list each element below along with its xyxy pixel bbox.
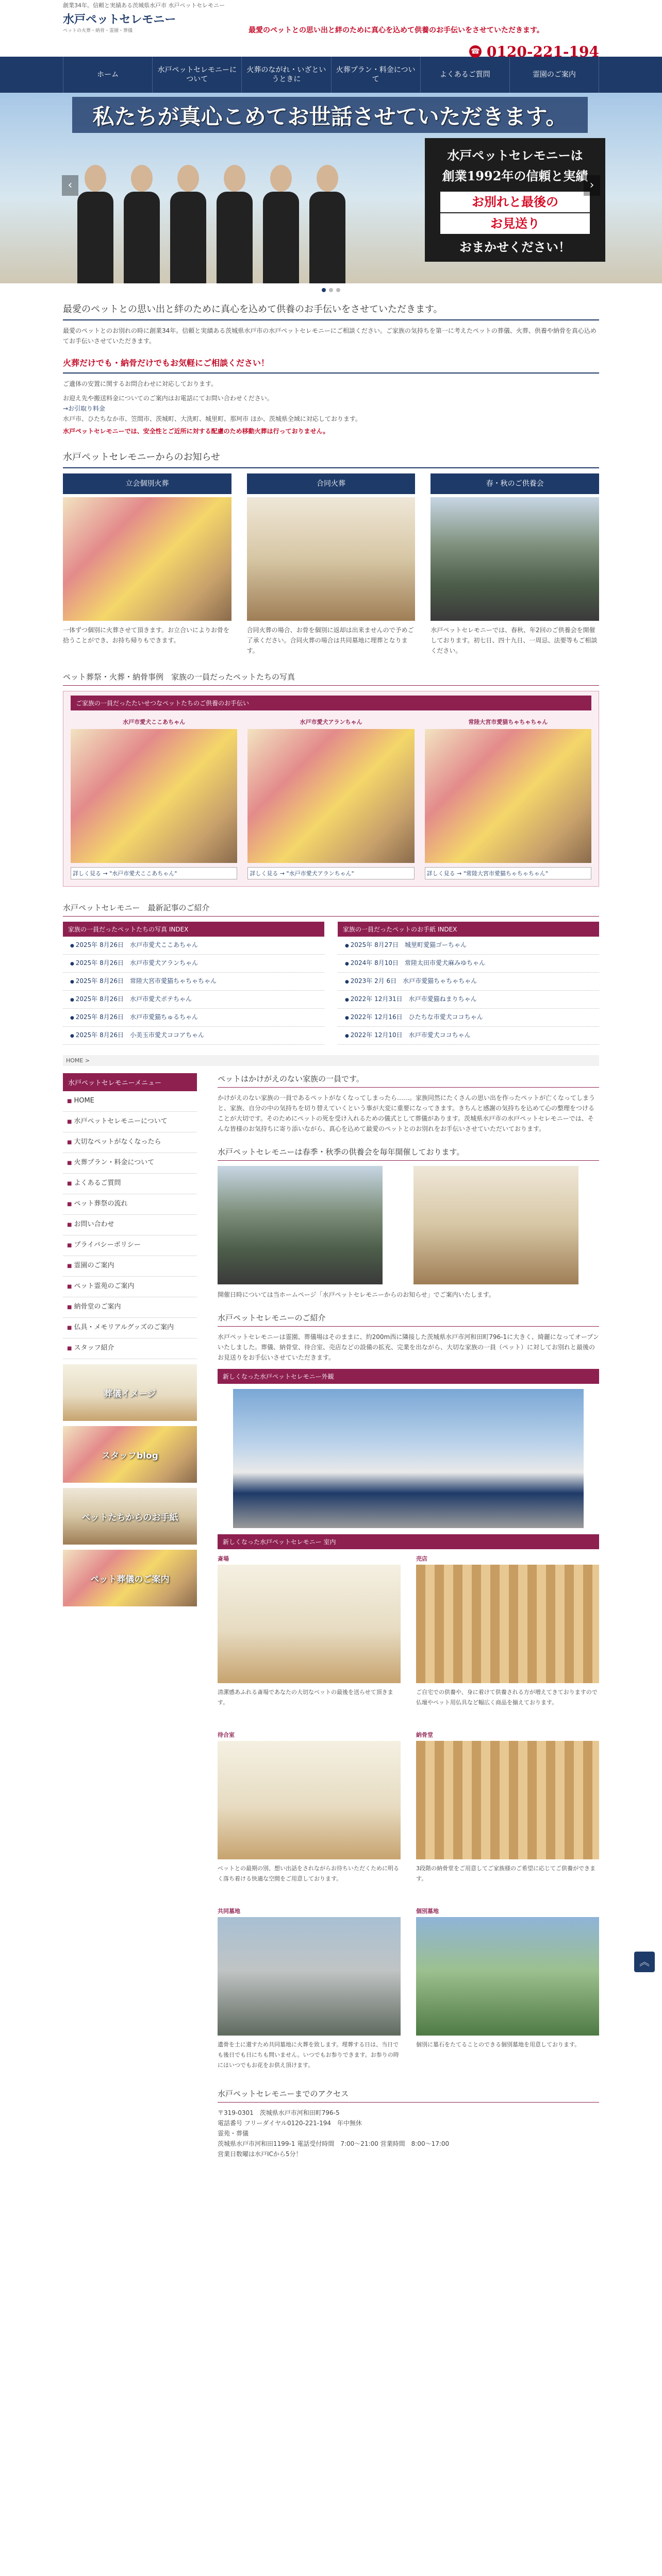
memorial-altar-photo — [413, 1166, 578, 1284]
memorial-heading: 水戸ペットセレモニーは春季・秋季の供養会を毎年開催しております。 — [218, 1146, 599, 1161]
room-photo — [218, 1917, 401, 2036]
sidebar-item[interactable]: ■ ペット霊苑のご案内 — [63, 1277, 197, 1297]
photo-index-heading: 家族の一員だったペットたちの写真 INDEX — [63, 922, 324, 937]
article-link[interactable]: ● 2023年 2月 6日 水戸市愛猫ちゃちゃちゃん — [338, 973, 599, 991]
sidebar-item[interactable]: ■ HOME — [63, 1091, 197, 1112]
article-link[interactable]: ● 2025年 8月26日 小美玉市愛犬ココアちゃん — [63, 1027, 324, 1045]
room-card: 納骨堂 3段階の納骨堂をご用意してご家族様のご希望に応じてご供養ができます。 — [416, 1731, 599, 1900]
sidebar-item[interactable]: ■ 霊園のご案内 — [63, 1256, 197, 1277]
sidebar-item[interactable]: ■ お問い合わせ — [63, 1215, 197, 1235]
article-link[interactable]: ● 2022年 12月31日 水戸市愛猫ねまりちゃん — [338, 991, 599, 1009]
news-card-photo — [247, 497, 416, 621]
site-logo[interactable]: 水戸ペットセレモニー ペットの火葬・納骨・霊園・葬儀 — [63, 13, 176, 33]
funeral-card-photo — [71, 729, 237, 863]
access-heading: 水戸ペットセレモニーまでのアクセス — [218, 2088, 599, 2103]
sidebar-item[interactable]: ■ スタッフ紹介 — [63, 1338, 197, 1359]
article-link[interactable]: ● 2025年 8月26日 水戸市愛犬ポテちゃん — [63, 991, 324, 1009]
sidebar: 水戸ペットセレモニーメニュー ■ HOME ■ 水戸ペットセレモニーについて ■ 大切なペットがなくなったら ■ 火葬プラン・料金について ■ よくあるご質問 ■ ペット葬祭の流れ ■ お問い合わせ ■ プライバシーポリシー ■ 霊園のご案内 ■ ペット霊苑のご案内 ■ 納骨堂のご案内 ■ 仏具・メモリアルグッズのご案内 ■ スタッフ紹介 葬儀イメージ スタッフblog ペットたちからのお手紙 ペット葬儀のご案内 — [63, 1073, 197, 1606]
page-top-button[interactable]: ︽ — [634, 1952, 655, 1972]
letter-index-heading: 家族の一員だったペットのお手紙 INDEX — [338, 922, 599, 937]
sidebar-item[interactable]: ■ プライバシーポリシー — [63, 1235, 197, 1256]
funeral-card[interactable]: 常陸大宮市愛猫ちゃちゃちゃん 詳しく見る → "常陸大宮市愛猫ちゃちゃちゃん" — [425, 718, 591, 879]
room-card: 個別墓地 個別に墓石をたてることのできる個別墓地を用意しております。 — [416, 1907, 599, 2076]
article-link[interactable]: ● 2025年 8月27日 城里町愛猫ゴーちゃん — [338, 937, 599, 955]
header-message: 最愛のペットとの思い出と絆のために真心を込めて供養のお手伝いをさせていただきます。 — [249, 26, 544, 35]
sidebar-item[interactable]: ■ 大切なペットがなくなったら — [63, 1132, 197, 1153]
article-link[interactable]: ● 2025年 8月26日 常陸大宮市愛猫ちゃちゃちゃん — [63, 973, 324, 991]
slider-prev-button[interactable]: ‹ — [62, 175, 78, 196]
sidebar-banner[interactable]: ペット葬儀のご案内 — [63, 1550, 197, 1606]
lead-heading: ペットはかけがえのない家族の一員です。 — [218, 1073, 599, 1088]
room-card: 斎場 清潔感あふれる斎場であなたの大切なペットの最後を送らせて頂きます。 — [218, 1554, 401, 1723]
nav-item-3[interactable]: 火葬プラン・料金について — [332, 57, 421, 93]
nav-item-1[interactable]: 水戸ペットセレモニーについて — [153, 57, 242, 93]
room-photo — [416, 1565, 599, 1683]
sidebar-item[interactable]: ■ 水戸ペットセレモニーについて — [63, 1112, 197, 1132]
consult-note: 水戸ペットセレモニーでは、安全性とご近所に対する配慮のため移動火葬は行っておりません。 — [63, 428, 329, 435]
news-card-photo — [431, 497, 599, 621]
nav-item-4[interactable]: よくあるご質問 — [421, 57, 510, 93]
site-header — [63, 11, 599, 60]
header-phone[interactable]: 0120-221-194 — [486, 43, 599, 60]
news-heading: 水戸ペットセレモニーからのお知らせ — [63, 450, 599, 468]
hero-slider — [0, 93, 662, 283]
slider-dots[interactable] — [0, 283, 662, 295]
sidebar-item[interactable]: ■ よくあるご質問 — [63, 1174, 197, 1194]
article-link[interactable]: ● 2025年 8月26日 水戸市愛猫ちゅるちゃん — [63, 1009, 324, 1027]
article-link[interactable]: ● 2022年 12月10日 水戸市愛犬ココちゃん — [338, 1027, 599, 1045]
sidebar-banner[interactable]: スタッフblog — [63, 1426, 197, 1483]
funeral-heading: ペット葬祭・火葬・納骨事例 家族の一員だったペットたちの写真 — [63, 671, 599, 686]
consult-heading: 火葬だけでも・納骨だけでもお気軽にご相談ください！ — [63, 357, 599, 374]
nav-item-2[interactable]: 火葬のながれ・いざというときに — [242, 57, 331, 93]
room-card: 共同墓地 遺骨を土に還すため共同墓地に火葬を致します。埋葬する日は、当日でも後日でも日にちも問いません。いつでもお参りできます。お参りの時にはいつでもお花をお供え頂けます。 — [218, 1907, 401, 2076]
slider-next-button[interactable]: › — [584, 175, 600, 196]
news-card[interactable]: 立会個別火葬 一体ずつ個別に火葬させて頂きます。お立合いによりお骨を拾うことができ、お持ち帰りもできます。 — [63, 473, 231, 656]
about-heading: 水戸ペットセレモニーのご紹介 — [218, 1312, 599, 1327]
exterior-photo — [233, 1389, 584, 1528]
exterior-bar: 新しくなった水戸ペットセレモニー外観 — [218, 1369, 599, 1384]
main-nav — [0, 57, 662, 93]
news-card-title: 春・秋のご供養会 — [431, 473, 599, 494]
intro-text: 最愛のペットとのお別れの時に創業34年。信頼と実績ある茨城県水戸市の水戸ペットセレモニーにご相談ください。ご家族の気持ちを第一に考えたペットの葬儀、火葬、供養や納骨を真心込めてお手伝いさせていただきます。 — [63, 327, 597, 345]
room-photo — [218, 1741, 401, 1859]
hero-panel: 水戸ペットセレモニーは 創業1992年の信頼と実績 お別れと最後の お見送り おまかせください！ — [425, 138, 605, 262]
room-photo — [218, 1565, 401, 1683]
sidebar-item[interactable]: ■ 火葬プラン・料金について — [63, 1153, 197, 1174]
news-card-photo — [63, 497, 231, 621]
breadcrumb[interactable]: HOME > — [63, 1055, 599, 1066]
sidebar-item[interactable]: ■ 納骨堂のご案内 — [63, 1297, 197, 1318]
funeral-card-photo — [247, 729, 414, 863]
intro-heading: 最愛のペットとの思い出と絆のために真心を込めて供養のお手伝いをさせていただきます。 — [63, 302, 599, 320]
article-link[interactable]: ● 2025年 8月26日 水戸市愛犬アランちゃん — [63, 955, 324, 973]
funeral-box: ご家族の一員だったたいせつなペットたちのご供養のお手伝い 水戸市愛犬ここあちゃん 詳しく見る → "水戸市愛犬ここあちゃん" 水戸市愛犬アランちゃん 詳しく見る → "水戸市愛犬アランちゃん" 常陸大宮市愛猫ちゃちゃちゃん 詳しく見る → "常陸大宮市愛猫ちゃちゃちゃん" — [63, 691, 599, 887]
article-link[interactable]: ● 2024年 8月10日 常陸太田市愛犬麻みゆちゃん — [338, 955, 599, 973]
main-content: ペットはかけがえのない家族の一員です。 かけがえのない家族の一員であるペットがなくなってしまったら……。家族同然にたくさんの思い出を作ったペットが亡くなってしまうと、家族、自分の中の気持ちを切り替えていくという事が大変に重要になってきます。きちんと感謝の気持ちを込めて心の整理をつけることが大切です。そのためにペットの死を受け入れるための儀式として葬儀があります。茨城県水戸市の水戸ペットセレモニーでは、そんな皆様のお気持ちに寄り添いながら、真心を込めて最愛のペットとのお別れをお手伝いさせていただいております。 水戸ペットセレモニーは春季・秋季の供養会を毎年開催しております。 開催日時については当ホームページ「水戸ペットセレモニーからのお知らせ」でご案内いたします。 水戸ペットセレモニーのご紹介 水戸ペットセレモニーは霊園、葬儀場はそのままに、約200m西に隣接した茨城県水戸市河和田町796-1に大きく、綺麗になってオープンいたしました。葬儀、納骨堂、待合室、売店などの設備の拡充、完業を出ながら、大切な家族の一員（ペット）に対してお別れと最後のお見送りをお手伝いさせていただきます。 新しくなった水戸ペットセレモニー外観 新しくなった水戸ペットセレモニー 室内 斎場 清潔感あふれる斎場であなたの大切なペットの最後を送らせて頂きます。 売店 ご自宅での供養や、身に着けて供養される方が増えてきておりますので仏壇やペット用仏具など幅広く商品を揃えております。 待合室 ペットとの最期の別、想い出話をされながらお待ちいただくために明るく落ち着ける快適な空間をご用意しております。 納骨堂 3段階の納骨堂をご用意してご家族様のご希望に応じてご供養ができます。 共同墓地 遺骨を土に還すため共同墓地に火葬を致します。埋葬する日は、当日でも後日でも日にちも問いません。いつでもお参りできます。お参りの時にはいつでもお花をお供え頂けます。 個別墓地 個別に墓石をたてることのできる個別墓地を用意しております。 水戸ペットセレモニーまでのアクセス 〒319-0301 茨城県水戸市河和田町796-5 電話番号 フリーダイヤル0120-221-194 年中無休 霊苑・葬儀 茨城県水戸市河和田1199-1 電話受付時間 7:00～21:00 営業時間 8:00～17:00 営業日数曜は水戸ICから5分！ — [218, 1074, 599, 2158]
top-tagline: 創業34年。信頼と実績ある茨城県水戸市 水戸ペットセレモニー — [63, 2, 225, 9]
interior-bar: 新しくなった水戸ペットセレモニー 室内 — [218, 1534, 599, 1549]
room-photo — [416, 1917, 599, 2036]
room-card: 売店 ご自宅での供養や、身に着けて供養される方が増えてきておりますので仏壇やペット用仏具など幅広く商品を揃えております。 — [416, 1554, 599, 1723]
article-link[interactable]: ● 2025年 8月26日 水戸市愛犬ここあちゃん — [63, 937, 324, 955]
nav-item-0[interactable]: ホーム — [63, 57, 153, 93]
sidebar-item[interactable]: ■ ペット葬祭の流れ — [63, 1194, 197, 1215]
sidebar-banner[interactable]: 葬儀イメージ — [63, 1364, 197, 1421]
article-link[interactable]: ● 2022年 12月16日 ひたちな市愛犬ココちゃん — [338, 1009, 599, 1027]
funeral-card-link[interactable]: 詳しく見る → "常陸大宮市愛猫ちゃちゃちゃん" — [425, 867, 591, 879]
phone-icon: ☎ — [469, 45, 482, 58]
pickup-fee-link[interactable]: →お引取り料金 — [63, 405, 106, 412]
funeral-card-link[interactable]: 詳しく見る → "水戸市愛犬ここあちゃん" — [71, 867, 237, 879]
funeral-card-photo — [425, 729, 591, 863]
room-card: 待合室 ペットとの最期の別、想い出話をされながらお待ちいただくために明るく落ち着ける快適な空間をご用意しております。 — [218, 1731, 401, 1900]
sidebar-banner[interactable]: ペットたちからのお手紙 — [63, 1488, 197, 1545]
hero-title: 私たちが真心こめてお世話させていただきます。 — [92, 104, 568, 129]
memorial-photo — [218, 1166, 383, 1284]
sidebar-item[interactable]: ■ 仏具・メモリアルグッズのご案内 — [63, 1318, 197, 1338]
funeral-card[interactable]: 水戸市愛犬ここあちゃん 詳しく見る → "水戸市愛犬ここあちゃん" — [71, 718, 237, 879]
room-photo — [416, 1741, 599, 1859]
news-card[interactable]: 春・秋のご供養会 水戸ペットセレモニーでは、春秋、年2回のご供養会を開催しております。初七日、四十九日、一周忌、法要等もご相談ください。 — [431, 473, 599, 656]
nav-item-5[interactable]: 霊園のご案内 — [510, 57, 599, 93]
news-card-title: 合同火葬 — [247, 473, 416, 494]
funeral-card-link[interactable]: 詳しく見る → "水戸市愛犬アランちゃん" — [247, 867, 414, 879]
articles-heading: 水戸ペットセレモニー 最新記事のご紹介 — [63, 902, 599, 917]
funeral-card[interactable]: 水戸市愛犬アランちゃん 詳しく見る → "水戸市愛犬アランちゃん" — [247, 718, 414, 879]
news-card-title: 立会個別火葬 — [63, 473, 231, 494]
news-card[interactable]: 合同火葬 合同火葬の場合、お骨を個別に返却は出来ませんので予めご了承ください。合同火葬の場合は共同墓地に埋葬となります。 — [247, 473, 416, 656]
